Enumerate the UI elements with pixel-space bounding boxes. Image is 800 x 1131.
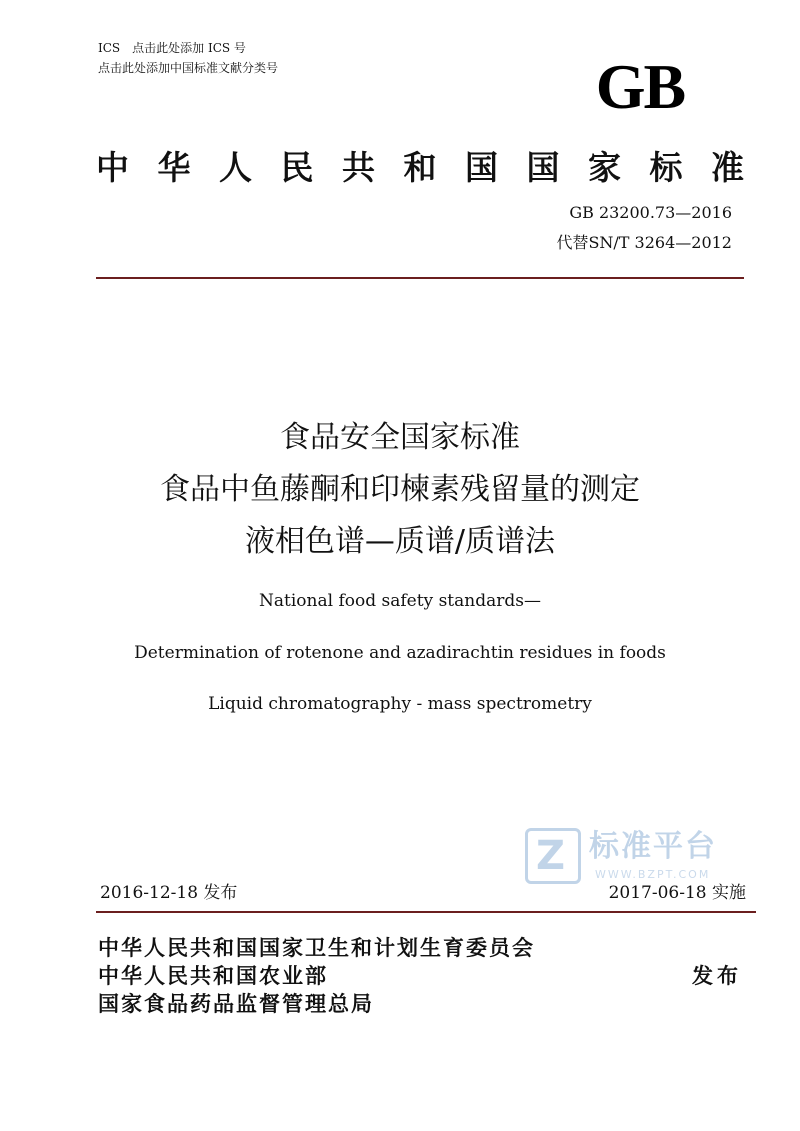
issuer-line-3: 国家食品药品监督管理总局 — [98, 992, 374, 1016]
title-char: 国 — [465, 148, 498, 187]
bottom-divider — [96, 911, 756, 913]
title-char: 人 — [219, 148, 252, 187]
gb-logo: GB — [595, 51, 685, 122]
ics-code-line: ICS 点击此处添加 ICS 号 — [98, 41, 246, 55]
issue-action: 发布 — [692, 964, 742, 988]
title-char: 准 — [711, 148, 744, 187]
issuer-line-1: 中华人民共和国国家卫生和计划生育委员会 — [98, 936, 535, 960]
chinese-title-line-3: 液相色谱—质谱/质谱法 — [244, 524, 556, 559]
top-divider — [96, 277, 744, 279]
english-title-line-1: National food safety standards— — [259, 591, 541, 611]
watermark-logo-icon: Z — [525, 828, 581, 884]
title-char: 国 — [526, 148, 560, 187]
title-char: 民 — [280, 148, 314, 187]
english-title-line-3: Liquid chromatography - mass spectrometry — [208, 694, 592, 714]
watermark-text: 标准平台 — [589, 829, 717, 864]
chinese-title-line-1: 食品安全国家标准 — [280, 420, 520, 455]
title-char: 中 — [96, 148, 129, 187]
title-char: 标 — [649, 148, 683, 187]
implementation-date: 2017-06-18 实施 — [608, 883, 746, 903]
title-char: 华 — [157, 148, 191, 187]
standard-number: GB 23200.73—2016 — [569, 203, 732, 222]
title-char: 共 — [342, 148, 375, 187]
national-standard-title — [96, 148, 744, 188]
replaces-standard: 代替SN/T 3264—2012 — [556, 233, 732, 252]
chinese-title-line-2: 食品中鱼藤酮和印楝素残留量的测定 — [160, 472, 640, 507]
issuer-line-2: 中华人民共和国农业部 — [98, 964, 328, 988]
publish-date: 2016-12-18 发布 — [100, 883, 238, 903]
ccs-code-line: 点击此处添加中国标准文献分类号 — [98, 61, 279, 75]
title-char: 和 — [403, 148, 437, 187]
english-title-line-2: Determination of rotenone and azadirachtin residues in foods — [134, 643, 666, 663]
watermark-url: WWW.BZPT.COM — [595, 868, 711, 881]
title-char: 家 — [588, 148, 621, 187]
